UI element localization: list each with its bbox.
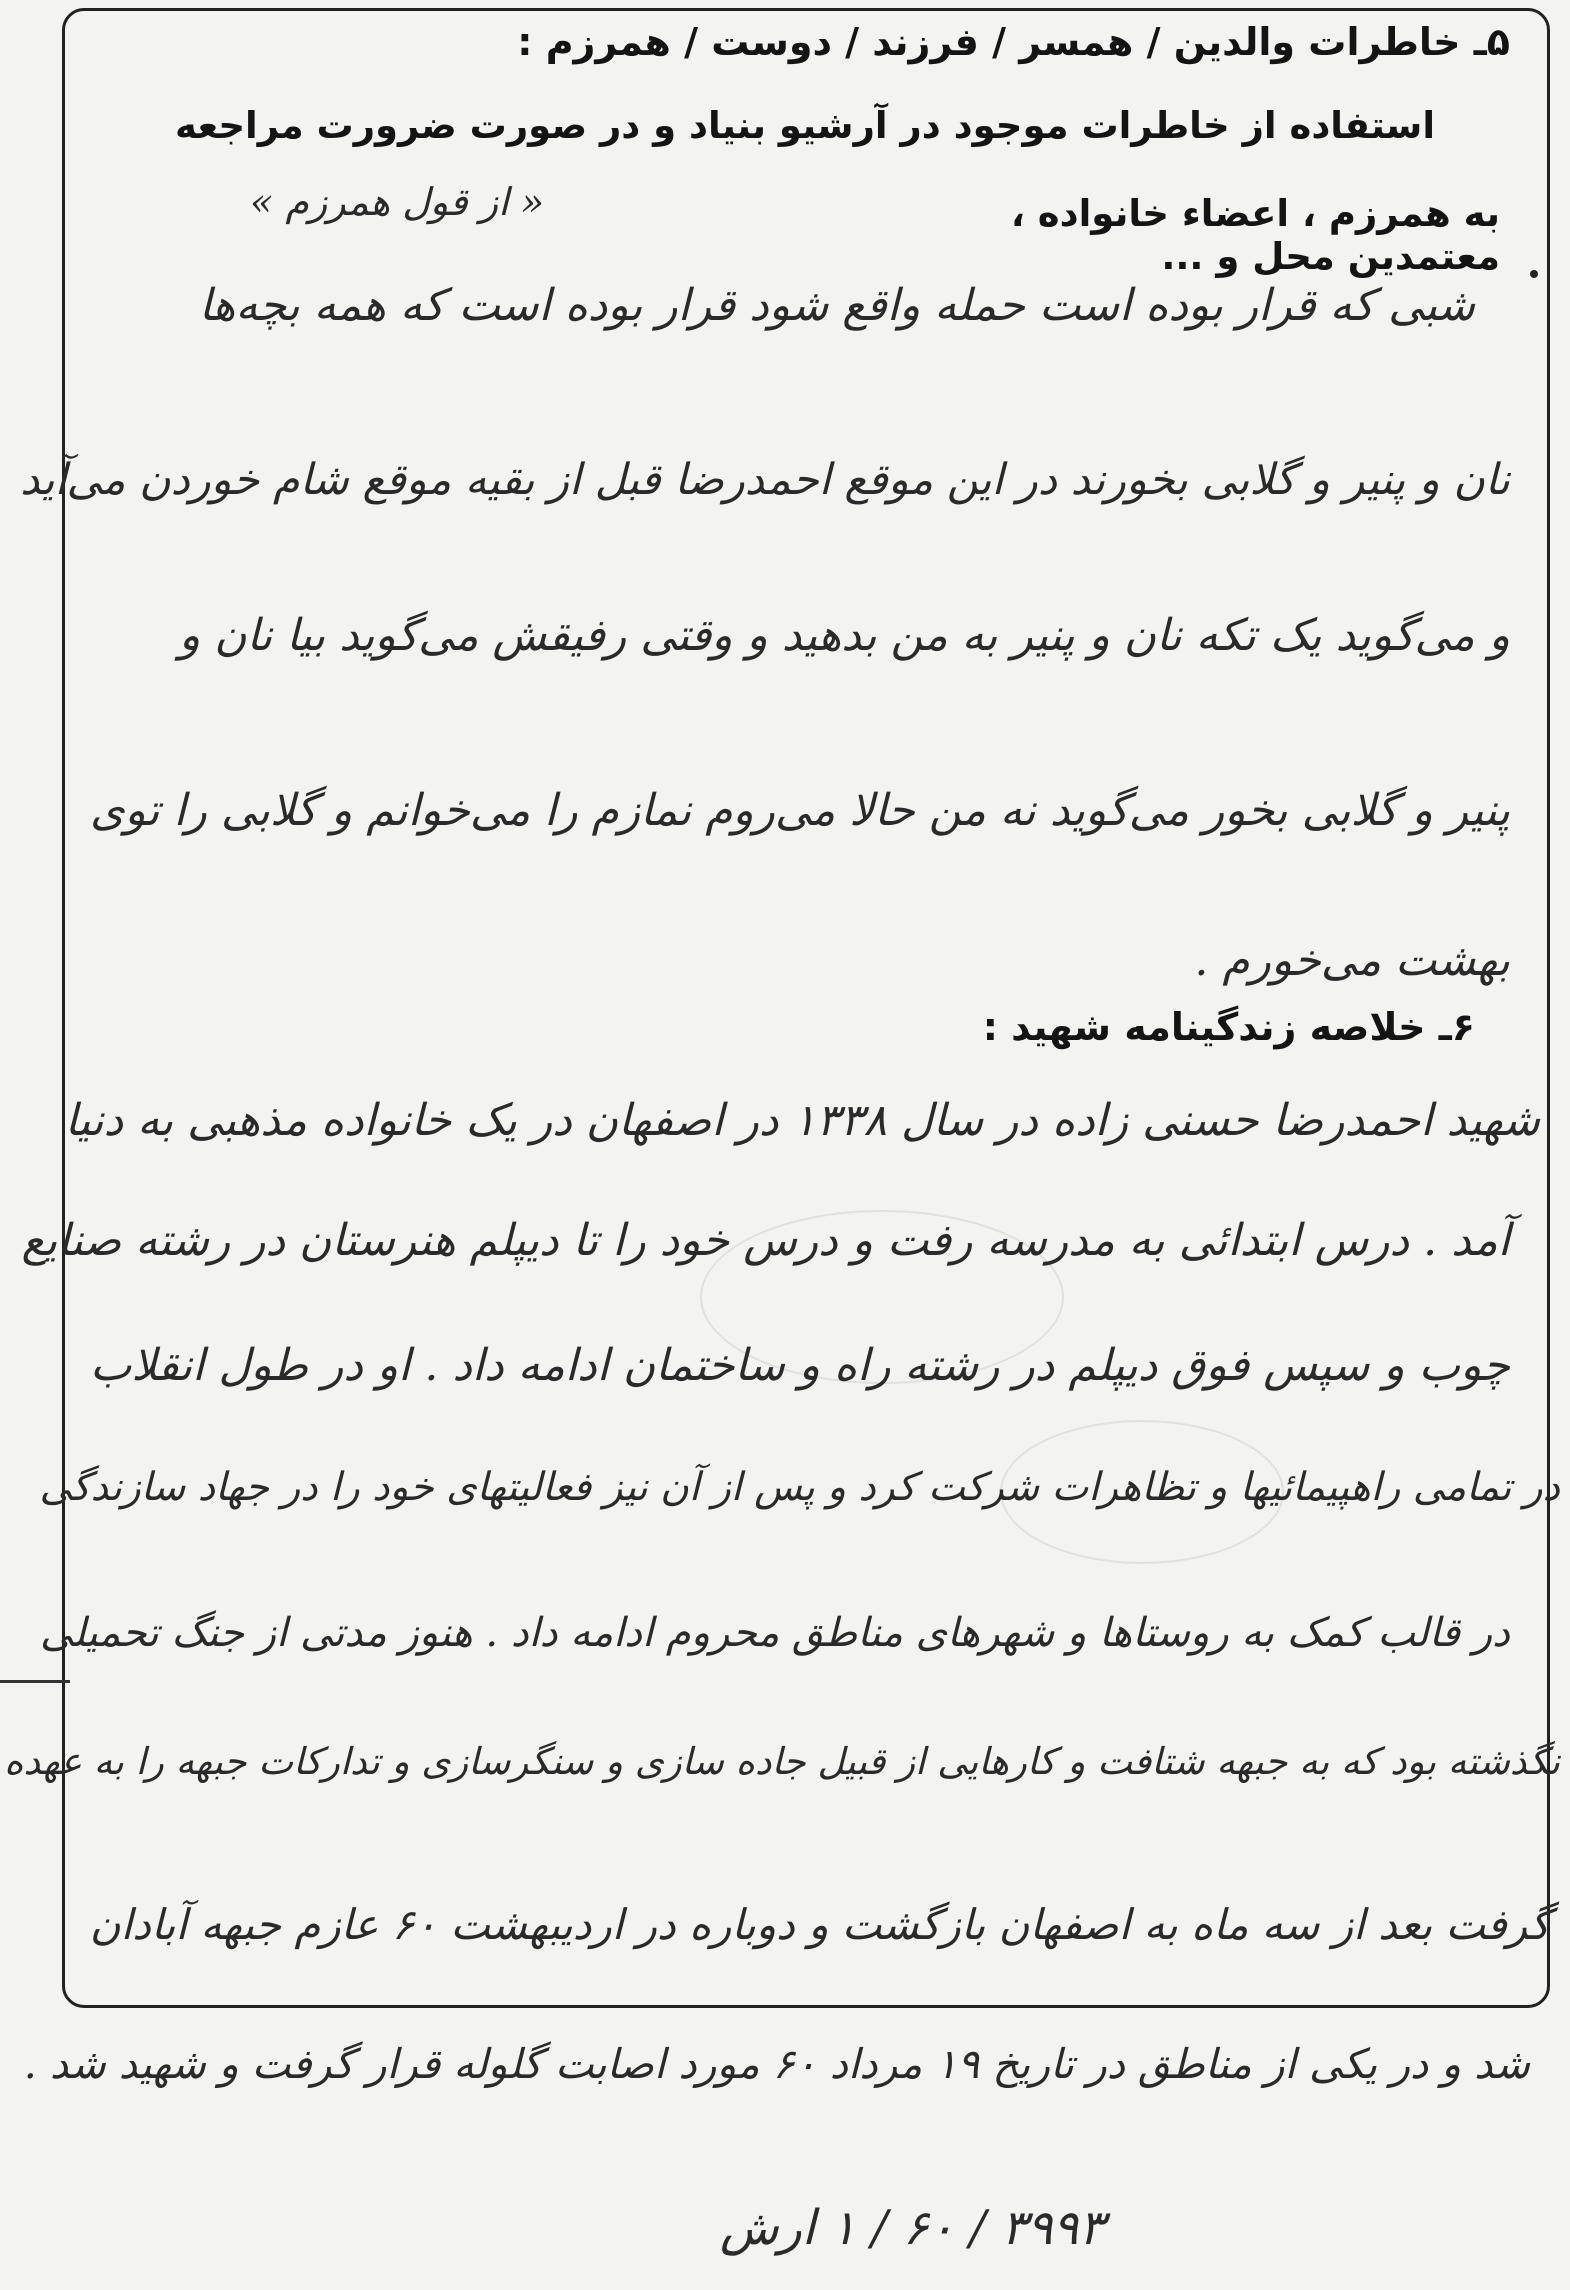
bullet-mark <box>1530 270 1538 278</box>
memoir-line: شبی که قرار بوده است حمله واقع شود قرار بوده است که همه بچه‌ها <box>198 280 1475 331</box>
memoir-line: پنیر و گلابی بخور می‌گوید نه من حالا می‌روم نمازم را می‌خوانم و گلابی را توی <box>90 785 1510 836</box>
biography-line: در تمامی راهپیمائیها و تظاهرات شرکت کرد و پس از آن نیز فعالیتهای خود را در جهاد سازندگی <box>39 1465 1560 1510</box>
biography-line: گرفت بعد از سه ماه به اصفهان بازگشت و دوباره در اردیبهشت ۶۰ عازم جبهه آبادان <box>89 1900 1550 1949</box>
memoir-source-note: « از قول همرزم » <box>250 180 544 224</box>
biography-line: نگذشته بود که به جبهه شتافت و کارهایی از قبیل جاده سازی و سنگرسازی و تدارکات جبهه را به عهده <box>4 1740 1560 1783</box>
memoir-line: نان و پنیر و گلابی بخورند در این موقع احمدرضا قبل از بقیه موقع شام خوردن می‌آید <box>20 455 1510 505</box>
biography-line: در قالب کمک به روستاها و شهرهای مناطق محروم ادامه داد . هنوز مدتی از جنگ تحمیلی <box>40 1610 1510 1656</box>
biography-line: چوب و سپس فوق دیپلم در رشته راه و ساختمان ادامه داد . او در طول انقلاب <box>89 1340 1510 1391</box>
biography-line: شد و در یکی از مناطق در تاریخ ۱۹ مرداد ۶۰ مورد اصابت گلوله قرار گرفت و شهید شد . <box>23 2040 1530 2088</box>
section-5-instruction-line-2: به همرزم ، اعضاء خانواده ، معتمدین محل و ... <box>1010 192 1500 278</box>
archive-code: ۳۹۹۳ / ۶۰ / ۱ ارش <box>720 2200 1105 2256</box>
biography-line: آمد . درس ابتدائی به مدرسه رفت و درس خود را تا دیپلم هنرستان در رشته صنایع <box>21 1215 1510 1266</box>
memoir-line: و می‌گوید یک تکه نان و پنیر به من بدهید و وقتی رفیقش می‌گوید بیا نان و <box>179 610 1510 661</box>
section-5-heading: ۵ـ خاطرات والدین / همسر / فرزند / دوست / همرزم : <box>517 20 1510 64</box>
memoir-line: بهشت می‌خورم . <box>1194 935 1510 986</box>
section-6-heading: ۶ـ خلاصه زندگینامه شهید : <box>982 1005 1475 1049</box>
margin-tick-mark <box>0 1680 70 1683</box>
section-5-instruction-line-1: استفاده از خاطرات موجود در آرشیو بنیاد و در صورت ضرورت مراجعه <box>175 104 1435 147</box>
biography-line: شهید احمدرضا حسنی زاده در سال ۱۳۳۸ در اصفهان در یک خانواده مذهبی به دنیا <box>64 1095 1540 1146</box>
